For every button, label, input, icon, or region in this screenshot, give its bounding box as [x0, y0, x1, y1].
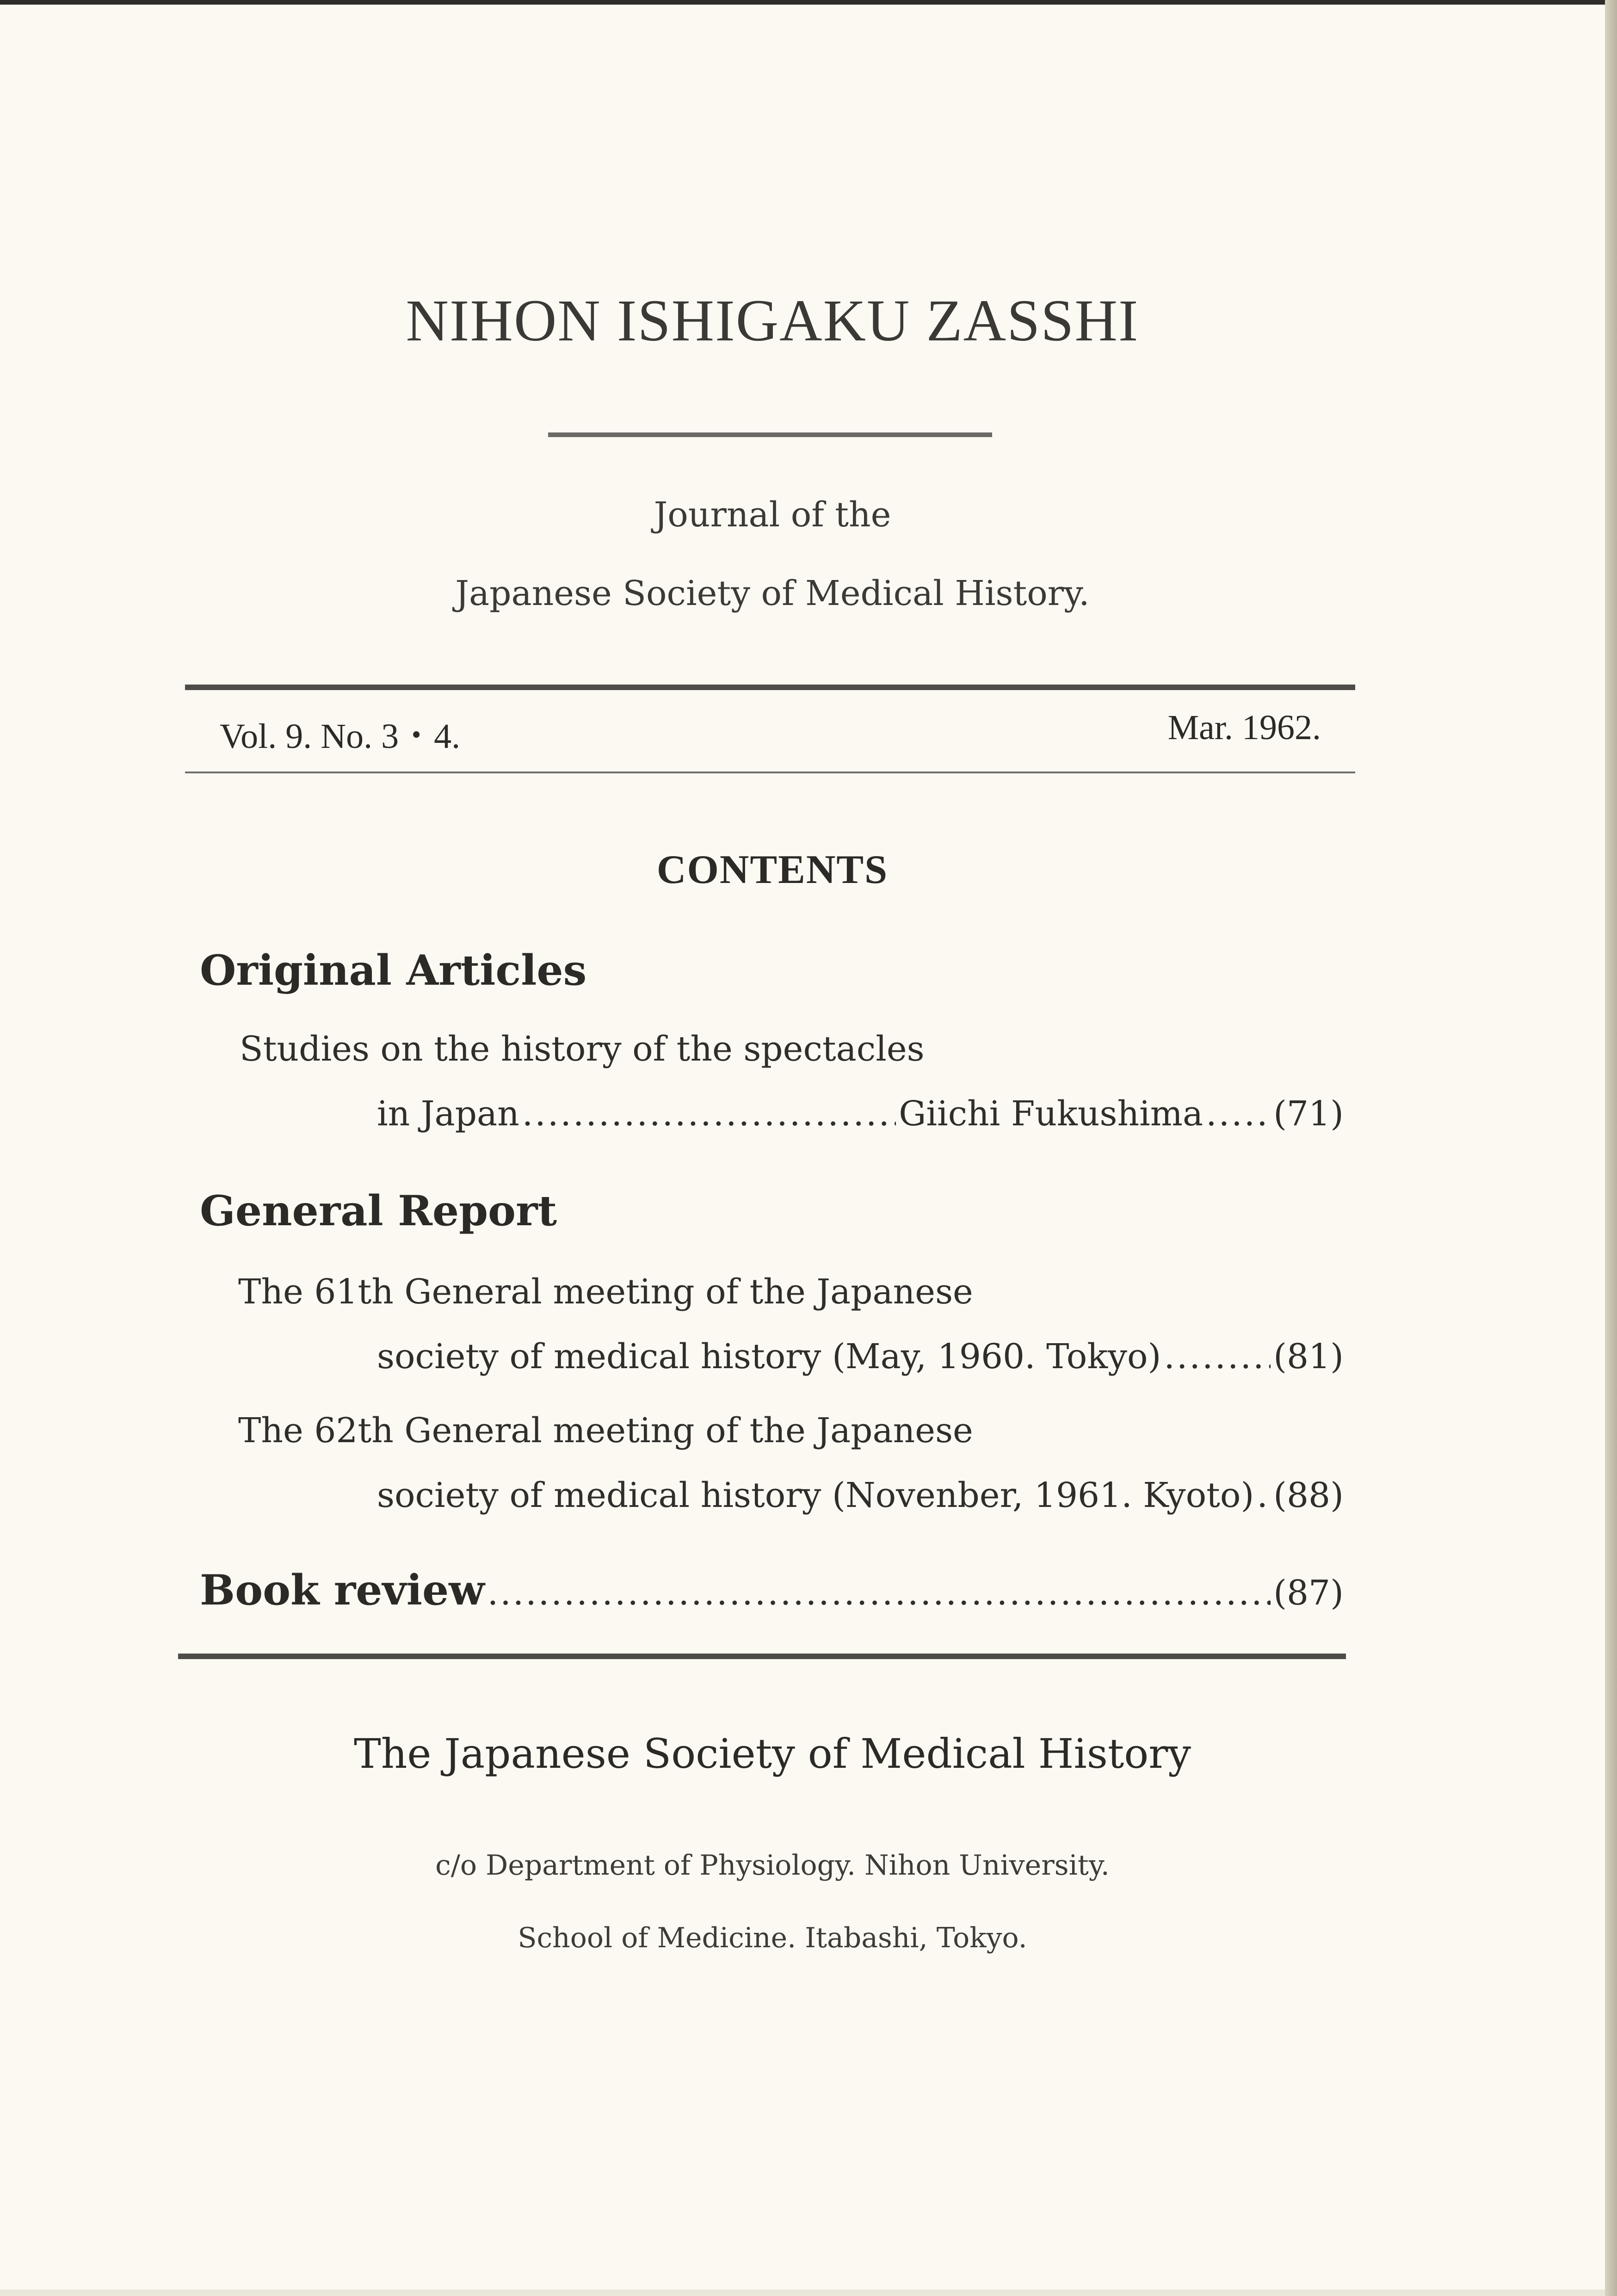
- toc-entry-title-continued: society of medical history (Novenber, 1961. Kyoto): [377, 1475, 1254, 1515]
- masthead-rule: [548, 432, 992, 437]
- leader-dots: [488, 1573, 1271, 1613]
- toc-entry-page: (81): [1273, 1337, 1344, 1376]
- publisher-address-line-2: School of Medicine. Itabashi, Tokyo.: [518, 1922, 1027, 1954]
- contents-bottom-rule: [178, 1654, 1346, 1659]
- volume-number: Vol. 9. No. 3・4.: [220, 717, 461, 756]
- leader-dots: [522, 1094, 896, 1134]
- contents-heading: CONTENTS: [656, 847, 889, 892]
- toc-entry-line: [377, 1337, 1344, 1376]
- toc-entry-title-continued: in Japan: [377, 1094, 519, 1134]
- leader-dots: [1257, 1475, 1271, 1515]
- toc-entry-line: [377, 1094, 1344, 1134]
- leader-dots: [1164, 1337, 1271, 1376]
- volume-rule-top: [185, 685, 1355, 690]
- toc-entry-author: Giichi Fukushima: [899, 1094, 1203, 1134]
- section-heading-book-review: Book review: [200, 1566, 485, 1615]
- subtitle-line-2: Japanese Society of Medical History.: [455, 574, 1090, 613]
- toc-entry-page: (71): [1273, 1094, 1344, 1134]
- toc-entry-line: [200, 1566, 1344, 1615]
- subtitle-line-1: Journal of the: [654, 495, 891, 535]
- toc-entry-page: (88): [1273, 1475, 1344, 1515]
- toc-entry-line: [377, 1475, 1344, 1515]
- toc-entry-title: The 61th General meeting of the Japanese: [238, 1272, 973, 1312]
- toc-entry-page: (87): [1273, 1573, 1344, 1613]
- toc-entry-title: Studies on the history of the spectacles: [240, 1029, 925, 1069]
- leader-dots: [1206, 1094, 1271, 1134]
- publisher-name: The Japanese Society of Medical History: [354, 1730, 1191, 1778]
- page-edge-shadow: [1605, 0, 1617, 2296]
- toc-entry-title-continued: society of medical history (May, 1960. Tokyo): [377, 1337, 1161, 1376]
- volume-rule-bottom: [185, 772, 1355, 773]
- journal-masthead: NIHON ISHIGAKU ZASSHI: [406, 288, 1139, 353]
- section-heading-general-report: General Report: [200, 1186, 557, 1235]
- issue-date: Mar. 1962.: [1167, 708, 1321, 747]
- section-heading-original-articles: Original Articles: [200, 946, 587, 995]
- toc-entry-title: The 62th General meeting of the Japanese: [238, 1411, 973, 1450]
- publisher-address-line-1: c/o Department of Physiology. Nihon University.: [435, 1849, 1110, 1882]
